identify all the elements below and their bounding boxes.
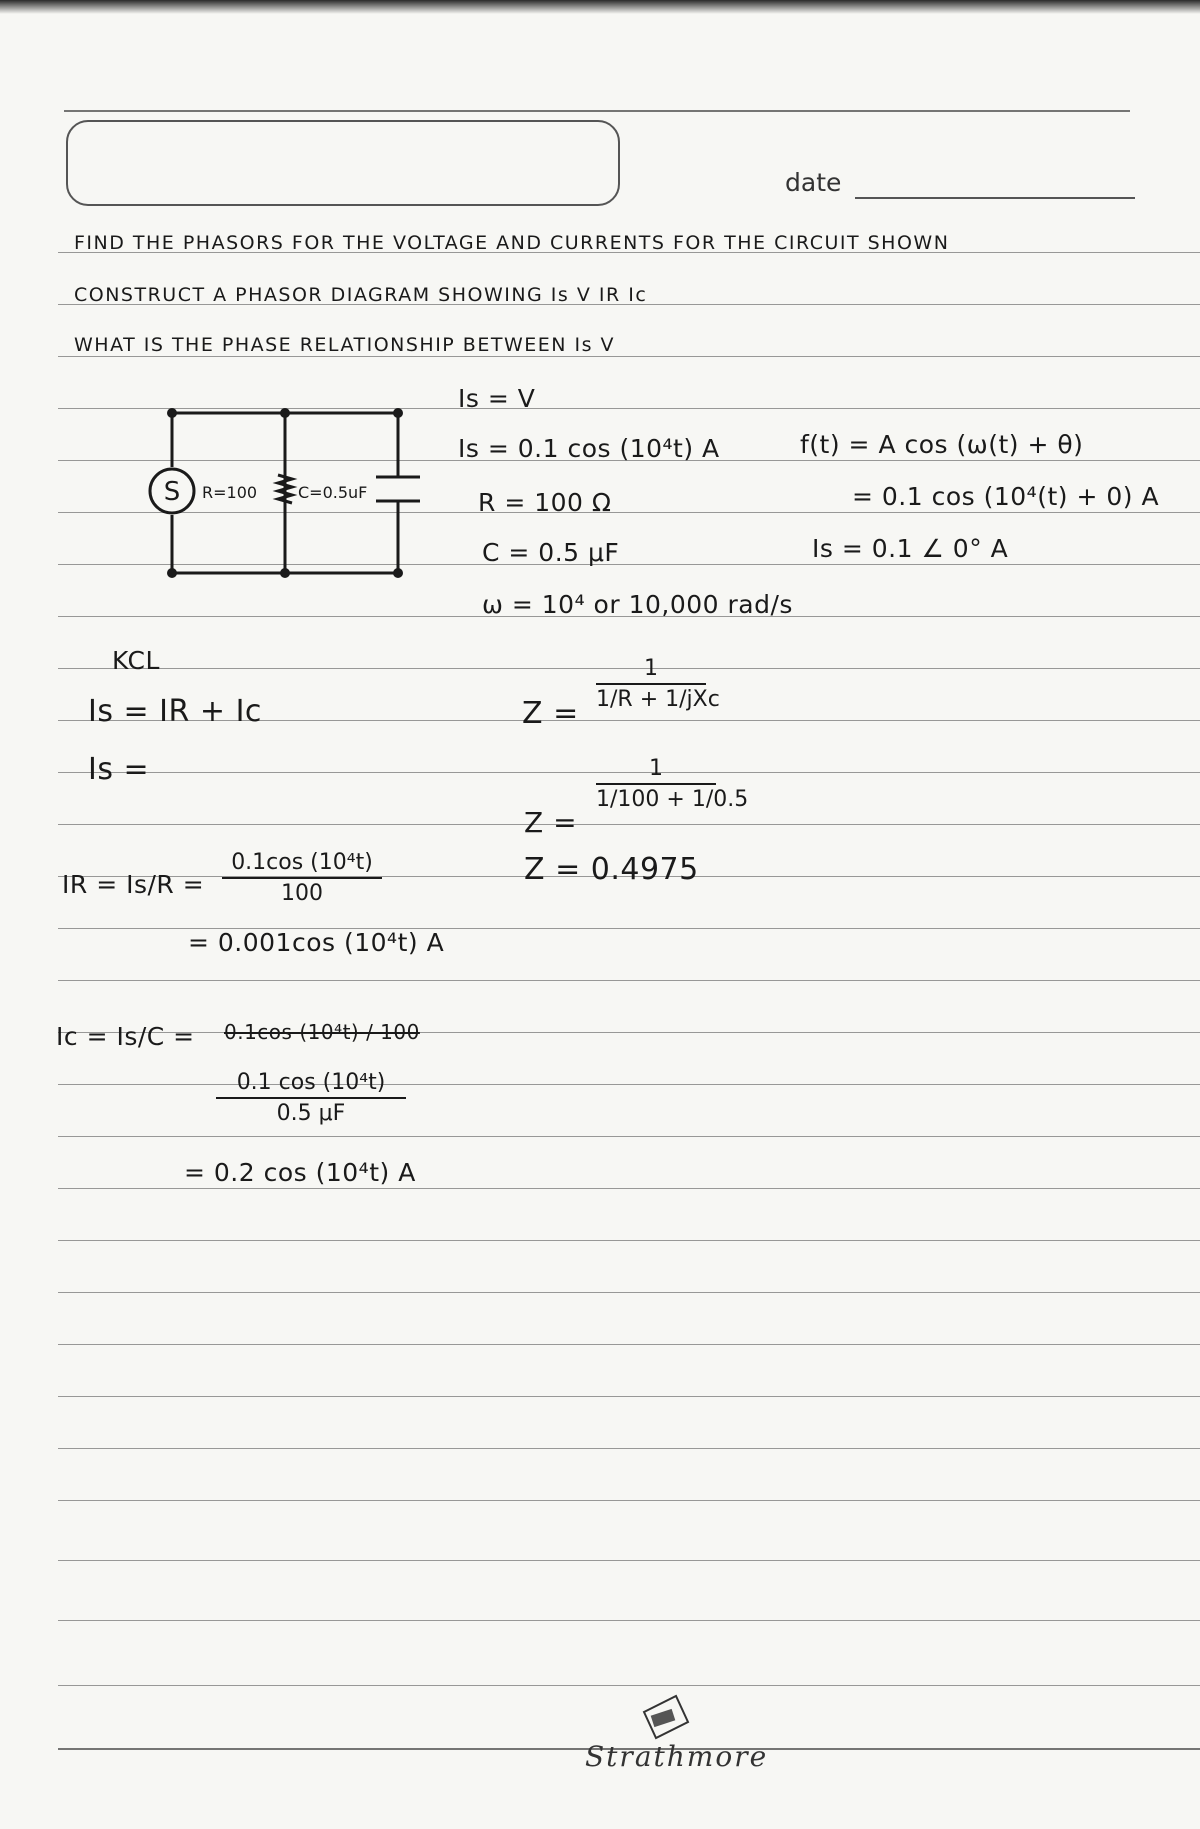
fraction-bar bbox=[216, 1097, 406, 1099]
ir-denominator: 100 bbox=[281, 881, 323, 906]
resistor-label: R=100 bbox=[202, 483, 258, 502]
problem-line-1: FIND THE PHASORS FOR THE VOLTAGE AND CURRENTS FOR THE CIRCUIT SHOWN bbox=[74, 232, 950, 254]
problem-line-3: WHAT IS THE PHASE RELATIONSHIP BETWEEN Is V bbox=[74, 334, 616, 356]
date-line bbox=[855, 197, 1135, 199]
z2-numerator: 1 bbox=[649, 756, 663, 781]
ruled-line bbox=[58, 1500, 1200, 1501]
header-rule bbox=[64, 110, 1130, 112]
title-box bbox=[66, 120, 620, 206]
given-c: C = 0.5 μF bbox=[482, 538, 620, 567]
z-result: Z = 0.4975 bbox=[524, 852, 699, 887]
ic-result: = 0.2 cos (10⁴t) A bbox=[184, 1158, 416, 1187]
problem-line-2: CONSTRUCT A PHASOR DIAGRAM SHOWING Is V IR Ic bbox=[74, 284, 648, 306]
circuit-node bbox=[393, 408, 403, 418]
given-is-eq-v: Is = V bbox=[458, 384, 536, 413]
kcl-phasor-eq: Is = bbox=[88, 752, 150, 787]
given-is-expr: Is = 0.1 cos (10⁴t) A bbox=[458, 434, 720, 463]
kcl-equation: Is = IR + Ic bbox=[88, 694, 262, 729]
ruled-line bbox=[58, 824, 1200, 825]
capacitor-label: C=0.5uF bbox=[298, 483, 368, 502]
circuit-node bbox=[393, 568, 403, 578]
ruled-line bbox=[58, 1240, 1200, 1241]
ic-denominator: 0.5 μF bbox=[276, 1101, 346, 1126]
fraction-bar bbox=[222, 877, 382, 879]
circuit-node bbox=[167, 408, 177, 418]
fraction-bar bbox=[596, 683, 706, 685]
circuit-diagram bbox=[130, 395, 430, 585]
ir-lhs: IR = Is/R = bbox=[62, 870, 205, 899]
ruled-line bbox=[58, 1136, 1200, 1137]
circuit-node bbox=[167, 568, 177, 578]
date-label: date bbox=[785, 168, 842, 197]
ic-struck-term: 0.1cos (10⁴t) / 100 bbox=[224, 1020, 420, 1044]
page-top-edge bbox=[0, 0, 1200, 14]
phasor-general: f(t) = A cos (ω(t) + θ) bbox=[800, 430, 1084, 459]
ruled-line bbox=[58, 1620, 1200, 1621]
ruled-line bbox=[58, 356, 1200, 357]
ir-result: = 0.001cos (10⁴t) A bbox=[188, 928, 445, 957]
ruled-line bbox=[58, 1344, 1200, 1345]
ir-fraction bbox=[222, 850, 382, 906]
z2-denominator: 1/100 + 1/0.5 bbox=[596, 787, 749, 812]
given-omega: ω = 10⁴ or 10,000 rad/s bbox=[482, 590, 793, 619]
ic-lhs: Ic = Is/C = bbox=[56, 1022, 195, 1051]
z1-fraction bbox=[596, 656, 720, 712]
ruled-line bbox=[58, 1448, 1200, 1449]
ruled-line bbox=[58, 980, 1200, 981]
given-r: R = 100 Ω bbox=[478, 488, 612, 517]
z1-denominator: 1/R + 1/jXc bbox=[596, 687, 720, 712]
fraction-bar bbox=[596, 783, 716, 785]
ir-numerator: 0.1cos (10⁴t) bbox=[231, 850, 373, 875]
circuit-node bbox=[280, 408, 290, 418]
ruled-line bbox=[58, 1188, 1200, 1189]
ic-numerator: 0.1 cos (10⁴t) bbox=[236, 1070, 386, 1095]
z1-lhs: Z = bbox=[522, 696, 579, 731]
z2-fraction bbox=[596, 756, 749, 812]
ruled-line bbox=[58, 1292, 1200, 1293]
phasor-substituted: = 0.1 cos (10⁴(t) + 0) A bbox=[852, 482, 1160, 511]
phasor-result: Is = 0.1 ∠ 0° A bbox=[812, 534, 1009, 563]
ruled-line bbox=[58, 1396, 1200, 1397]
kcl-heading: KCL bbox=[112, 646, 160, 675]
ic-fraction bbox=[216, 1070, 406, 1126]
circuit-node bbox=[280, 568, 290, 578]
z1-numerator: 1 bbox=[644, 656, 658, 681]
z2-lhs: Z = bbox=[524, 806, 578, 839]
brand-wordmark: Strathmore bbox=[585, 1740, 769, 1773]
brand-logo-icon bbox=[636, 1692, 692, 1742]
ruled-line bbox=[58, 1685, 1200, 1686]
ruled-line bbox=[58, 1560, 1200, 1561]
source-label: S bbox=[163, 477, 181, 507]
